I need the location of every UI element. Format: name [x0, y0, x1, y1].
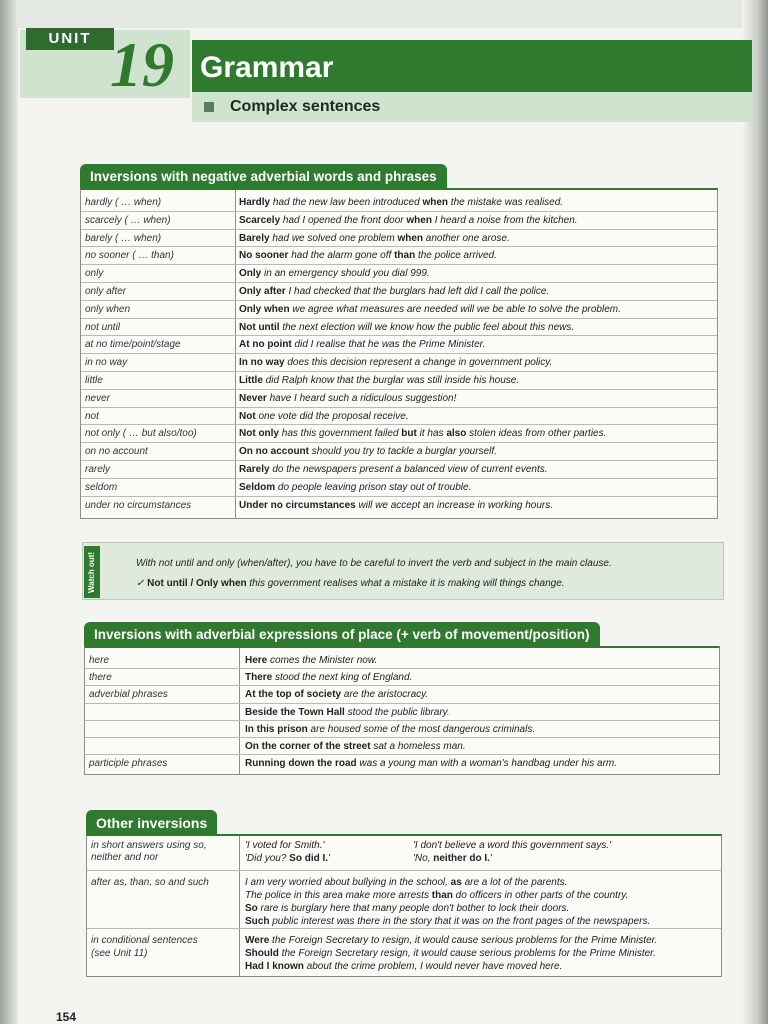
unit-number: 19 — [110, 29, 174, 100]
example-sentence: Under no circumstances will we accept an increase in working hours. — [239, 499, 554, 511]
table-row — [81, 194, 717, 212]
example-sentence: 'Did you? So did I.' — [245, 853, 330, 864]
table-row — [85, 704, 719, 721]
row-key: barely ( … when) — [85, 232, 162, 244]
row-key: in conditional sentences — [91, 935, 198, 946]
row-key: on no account — [85, 446, 148, 458]
example-sentence: Only after I had checked that the burglars had left did I call the police. — [239, 286, 550, 297]
page-subtitle: Complex sentences — [230, 98, 381, 115]
table-row — [85, 738, 719, 755]
row-key: (see Unit 11) — [91, 948, 148, 959]
row-key: no sooner ( … than) — [85, 250, 174, 262]
row-key: never — [85, 392, 111, 404]
section-heading-negative-adverbials: Inversions with negative adverbial words and phrases — [80, 164, 447, 190]
row-key: only when — [85, 303, 131, 315]
table-row — [81, 247, 717, 265]
example-sentence: The police in this area make more arrests than do officers in other parts of the country. — [245, 890, 629, 901]
example-sentence: 'No, neither do I.' — [413, 853, 492, 864]
example-sentence: On the corner of the street sat a homeless man. — [245, 741, 466, 752]
row-key: only — [85, 268, 104, 280]
example-sentence: Only in an emergency should you dial 999. — [239, 268, 430, 280]
example-sentence: In no way does this decision represent a change in government policy. — [239, 357, 553, 369]
square-bullet-icon — [204, 102, 214, 112]
row-key: in short answers using so, — [91, 840, 207, 851]
example-sentence: There stood the next king of England. — [245, 672, 413, 684]
example-sentence: Here comes the Minister now. — [245, 655, 378, 666]
table-row — [81, 425, 717, 443]
table-row — [85, 721, 719, 738]
place-inversions-table — [84, 646, 720, 775]
example-sentence: Such public interest was there in the story that it was on the front pages of the newspapers. — [245, 916, 651, 927]
row-key: rarely — [85, 464, 111, 475]
row-key: under no circumstances — [85, 499, 192, 511]
example-sentence: In this prison are housed some of the most dangerous criminals. — [245, 723, 536, 735]
table-row — [81, 265, 717, 283]
row-key: here — [89, 655, 110, 666]
row-key: scarcely ( … when) — [85, 214, 171, 226]
example-sentence: Beside the Town Hall stood the public library. — [245, 706, 450, 718]
section-heading-other-inversions: Other inversions — [86, 810, 217, 836]
table-row — [81, 354, 717, 372]
example-sentence: Scarcely had I opened the front door when I heard a noise from the kitchen. — [239, 214, 578, 226]
example-sentence: At no point did I realise that he was the Prime Minister. — [239, 339, 486, 351]
table-row — [87, 874, 721, 928]
table-row — [81, 408, 717, 426]
watch-out-tab: Watch out! — [84, 546, 100, 598]
table-row — [81, 283, 717, 301]
row-key: hardly ( … when) — [85, 197, 162, 208]
table-row — [81, 230, 717, 248]
example-sentence: No sooner had the alarm gone off than the police arrived. — [239, 250, 497, 262]
example-sentence: 'I don't believe a word this government says.' — [413, 840, 612, 851]
watch-out-box — [82, 542, 724, 600]
table-row — [81, 497, 717, 515]
table-row — [85, 755, 719, 772]
other-inversions-table — [86, 834, 722, 977]
watch-out-example-bold: Not until / Only when — [147, 578, 247, 589]
table-row — [81, 461, 717, 479]
negative-adverbials-table — [80, 188, 718, 519]
table-row — [81, 479, 717, 497]
table-row — [87, 840, 721, 870]
example-sentence: Only when we agree what measures are needed will we be able to solve the problem. — [239, 303, 621, 315]
example-sentence: Hardly had the new law been introduced when the mistake was realised. — [239, 197, 564, 208]
example-sentence: Should the Foreign Secretary resign, it would cause serious problems for the Prime Minister. — [245, 948, 656, 959]
watch-out-example-rest: this government realises what a mistake it is making will things change. — [246, 578, 565, 589]
table-row — [81, 390, 717, 408]
watch-out-text: With not until and only (when/after), you have to be careful to invert the verb and subject in the main clause. — [136, 558, 612, 569]
table-row — [81, 301, 717, 319]
row-key: not only ( … but also/too) — [85, 428, 197, 440]
example-sentence: Little did Ralph know that the burglar was still inside his house. — [239, 375, 520, 386]
example-sentence: Were the Foreign Secretary to resign, it would cause serious problems for the Prime Minister. — [245, 935, 658, 946]
row-key: not — [85, 410, 99, 422]
example-sentence: So rare is burglary here that many people don't bother to lock their doors. — [245, 903, 570, 914]
example-sentence: Not only has this government failed but it has also stolen ideas from other parties. — [239, 428, 607, 440]
table-row — [81, 319, 717, 337]
page-title: Grammar — [200, 51, 334, 84]
table-row — [85, 669, 719, 686]
table-row — [87, 932, 721, 974]
example-sentence: Barely had we solved one problem when another one arose. — [239, 232, 510, 244]
page-number: 154 — [56, 1010, 77, 1024]
page-edge-shadow — [742, 0, 768, 1024]
row-key: only after — [85, 286, 127, 297]
table-row — [81, 212, 717, 230]
check-icon: ✓ — [136, 578, 148, 589]
section-heading-place-inversions: Inversions with adverbial expressions of place (+ verb of movement/position) — [84, 622, 600, 648]
top-margin-band — [18, 0, 742, 28]
table-row — [81, 443, 717, 461]
table-row — [81, 372, 717, 390]
example-sentence: Had I known about the crime problem, I would never have moved here. — [245, 961, 563, 972]
table-row — [81, 336, 717, 354]
row-key: little — [85, 375, 103, 386]
row-key: in no way — [85, 357, 128, 369]
table-row — [85, 652, 719, 669]
row-key: adverbial phrases — [89, 689, 168, 701]
book-spine — [0, 0, 18, 1024]
example-sentence: Not one vote did the proposal receive. — [239, 410, 409, 422]
row-key: at no time/point/stage — [85, 339, 181, 351]
example-sentence: Never have I heard such a ridiculous suggestion! — [239, 392, 457, 404]
example-sentence: On no account should you try to tackle a burglar yourself. — [239, 446, 497, 458]
example-sentence: Rarely do the newspapers present a balanced view of current events. — [239, 464, 548, 475]
example-sentence: Not until the next election will we know how the public feel about this news. — [239, 321, 575, 333]
table-row — [85, 686, 719, 703]
example-sentence: 'I voted for Smith.' — [245, 840, 325, 851]
example-sentence: Running down the road was a young man with a woman's handbag under his arm. — [245, 758, 618, 770]
row-key: participle phrases — [89, 758, 168, 770]
example-sentence: Seldom do people leaving prison stay out of trouble. — [239, 481, 472, 493]
row-key: there — [89, 672, 112, 684]
example-sentence: I am very worried about bullying in the school, as are a lot of the parents. — [245, 877, 568, 888]
watch-out-example — [136, 578, 565, 589]
unit-label: UNIT — [26, 28, 114, 50]
row-key: after as, than, so and such — [91, 877, 209, 888]
example-sentence: At the top of society are the aristocracy. — [245, 689, 429, 701]
row-key: neither and nor — [91, 852, 159, 863]
row-key: seldom — [85, 481, 118, 493]
row-key: not until — [85, 321, 121, 333]
